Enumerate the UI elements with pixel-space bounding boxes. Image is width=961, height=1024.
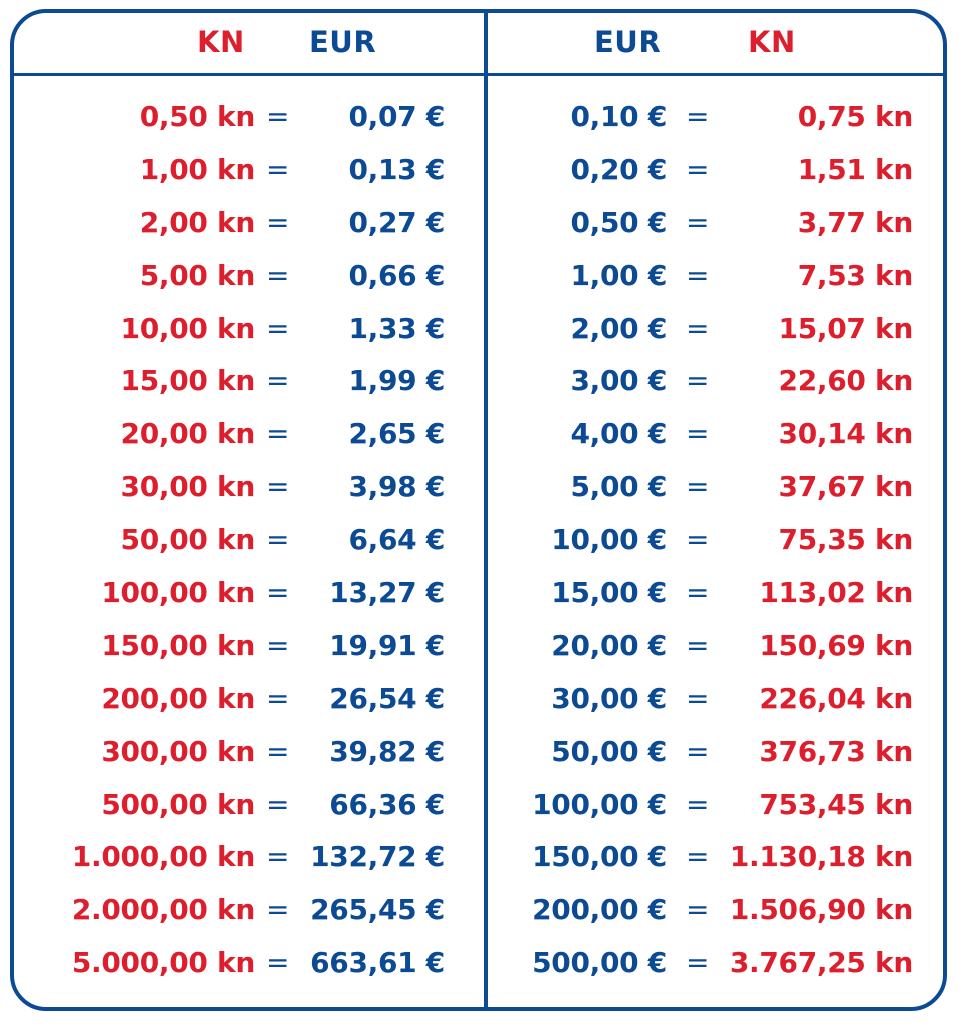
left-equals-sign: =	[266, 311, 290, 345]
left-kn-value: 100,00 kn	[101, 576, 255, 610]
table-row	[0, 568, 961, 621]
table-row	[0, 515, 961, 568]
right-equals-sign: =	[686, 470, 710, 504]
right-eur-value: 50,00 €	[551, 734, 667, 768]
right-eur-value: 200,00 €	[532, 893, 667, 927]
right-eur-value: 100,00 €	[532, 787, 667, 821]
left-equals-sign: =	[266, 576, 290, 610]
left-equals-sign: =	[266, 946, 290, 980]
left-kn-value: 10,00 kn	[120, 311, 255, 345]
right-kn-value: 1.506,90 kn	[729, 893, 913, 927]
right-eur-value: 2,00 €	[570, 311, 667, 345]
table-row	[0, 621, 961, 674]
left-eur-value: 6,64 €	[348, 523, 445, 557]
left-eur-value: 3,98 €	[348, 470, 445, 504]
right-equals-sign: =	[686, 628, 710, 662]
left-eur-value: 0,27 €	[348, 205, 445, 239]
left-eur-value: 2,65 €	[348, 417, 445, 451]
left-equals-sign: =	[266, 893, 290, 927]
left-header-eur: EUR	[309, 25, 377, 59]
conversion-rows	[0, 92, 961, 991]
table-row	[0, 462, 961, 515]
right-eur-value: 0,10 €	[570, 100, 667, 133]
right-equals-sign: =	[686, 311, 710, 345]
left-eur-value: 0,07 €	[348, 100, 445, 133]
right-kn-value: 1,51 kn	[797, 152, 913, 186]
right-eur-value: 15,00 €	[551, 576, 667, 610]
right-equals-sign: =	[686, 100, 710, 133]
left-equals-sign: =	[266, 787, 290, 821]
table-row	[0, 304, 961, 357]
left-equals-sign: =	[266, 205, 290, 239]
left-kn-value: 2,00 kn	[139, 205, 255, 239]
right-kn-value: 22,60 kn	[778, 364, 913, 398]
right-eur-value: 0,20 €	[570, 152, 667, 186]
right-kn-value: 7,53 kn	[797, 258, 913, 292]
right-eur-value: 4,00 €	[570, 417, 667, 451]
table-row	[0, 832, 961, 885]
right-kn-value: 15,07 kn	[778, 311, 913, 345]
right-eur-value: 150,00 €	[532, 840, 667, 874]
right-equals-sign: =	[686, 364, 710, 398]
right-kn-value: 3,77 kn	[797, 205, 913, 239]
right-kn-value: 226,04 kn	[759, 681, 913, 715]
left-kn-value: 1.000,00 kn	[71, 840, 255, 874]
right-kn-value: 1.130,18 kn	[729, 840, 913, 874]
table-row	[0, 251, 961, 304]
right-eur-value: 3,00 €	[570, 364, 667, 398]
left-eur-value: 66,36 €	[329, 787, 445, 821]
right-eur-value: 30,00 €	[551, 681, 667, 715]
left-equals-sign: =	[266, 681, 290, 715]
left-kn-value: 300,00 kn	[101, 734, 255, 768]
right-kn-value: 753,45 kn	[759, 787, 913, 821]
left-kn-value: 30,00 kn	[120, 470, 255, 504]
left-equals-sign: =	[266, 364, 290, 398]
left-eur-value: 13,27 €	[329, 576, 445, 610]
right-equals-sign: =	[686, 523, 710, 557]
table-row	[0, 885, 961, 938]
left-eur-value: 265,45 €	[310, 893, 445, 927]
left-eur-value: 663,61 €	[310, 946, 445, 980]
left-kn-value: 500,00 kn	[101, 787, 255, 821]
left-equals-sign: =	[266, 840, 290, 874]
left-equals-sign: =	[266, 734, 290, 768]
left-equals-sign: =	[266, 470, 290, 504]
left-eur-value: 0,66 €	[348, 258, 445, 292]
right-equals-sign: =	[686, 576, 710, 610]
right-header-kn: KN	[748, 25, 796, 59]
left-kn-value: 5.000,00 kn	[71, 946, 255, 980]
left-equals-sign: =	[266, 628, 290, 662]
right-kn-value: 3.767,25 kn	[729, 946, 913, 980]
left-kn-value: 1,00 kn	[139, 152, 255, 186]
left-eur-value: 132,72 €	[310, 840, 445, 874]
right-equals-sign: =	[686, 946, 710, 980]
table-row	[0, 145, 961, 198]
left-equals-sign: =	[266, 100, 290, 133]
table-row	[0, 780, 961, 833]
left-kn-value: 200,00 kn	[101, 681, 255, 715]
left-kn-value: 50,00 kn	[120, 523, 255, 557]
right-equals-sign: =	[686, 787, 710, 821]
left-eur-value: 39,82 €	[329, 734, 445, 768]
right-eur-value: 10,00 €	[551, 523, 667, 557]
right-equals-sign: =	[686, 205, 710, 239]
table-row	[0, 674, 961, 727]
right-eur-value: 20,00 €	[551, 628, 667, 662]
left-equals-sign: =	[266, 417, 290, 451]
left-equals-sign: =	[266, 152, 290, 186]
right-eur-value: 0,50 €	[570, 205, 667, 239]
left-kn-value: 15,00 kn	[120, 364, 255, 398]
left-header-kn: KN	[197, 25, 245, 59]
right-eur-value: 5,00 €	[570, 470, 667, 504]
right-kn-value: 376,73 kn	[759, 734, 913, 768]
right-equals-sign: =	[686, 893, 710, 927]
right-kn-value: 113,02 kn	[759, 576, 913, 610]
left-equals-sign: =	[266, 523, 290, 557]
left-eur-value: 1,33 €	[348, 311, 445, 345]
right-kn-value: 30,14 kn	[778, 417, 913, 451]
table-row	[0, 727, 961, 780]
right-equals-sign: =	[686, 840, 710, 874]
left-eur-value: 0,13 €	[348, 152, 445, 186]
right-eur-value: 1,00 €	[570, 258, 667, 292]
right-equals-sign: =	[686, 258, 710, 292]
table-row	[0, 938, 961, 991]
right-eur-value: 500,00 €	[532, 946, 667, 980]
left-equals-sign: =	[266, 258, 290, 292]
table-row	[0, 198, 961, 251]
right-kn-value: 37,67 kn	[778, 470, 913, 504]
right-equals-sign: =	[686, 681, 710, 715]
table-row	[0, 356, 961, 409]
header-divider	[10, 73, 947, 76]
left-kn-value: 20,00 kn	[120, 417, 255, 451]
left-kn-value: 5,00 kn	[139, 258, 255, 292]
table-row	[0, 92, 961, 145]
right-equals-sign: =	[686, 152, 710, 186]
left-kn-value: 150,00 kn	[101, 628, 255, 662]
right-equals-sign: =	[686, 734, 710, 768]
left-kn-value: 2.000,00 kn	[71, 893, 255, 927]
right-kn-value: 150,69 kn	[759, 628, 913, 662]
left-kn-value: 0,50 kn	[139, 100, 255, 133]
left-eur-value: 19,91 €	[329, 628, 445, 662]
right-kn-value: 0,75 kn	[797, 100, 913, 133]
right-equals-sign: =	[686, 417, 710, 451]
left-eur-value: 1,99 €	[348, 364, 445, 398]
right-header-eur: EUR	[594, 25, 662, 59]
table-row	[0, 409, 961, 462]
right-kn-value: 75,35 kn	[778, 523, 913, 557]
left-eur-value: 26,54 €	[329, 681, 445, 715]
